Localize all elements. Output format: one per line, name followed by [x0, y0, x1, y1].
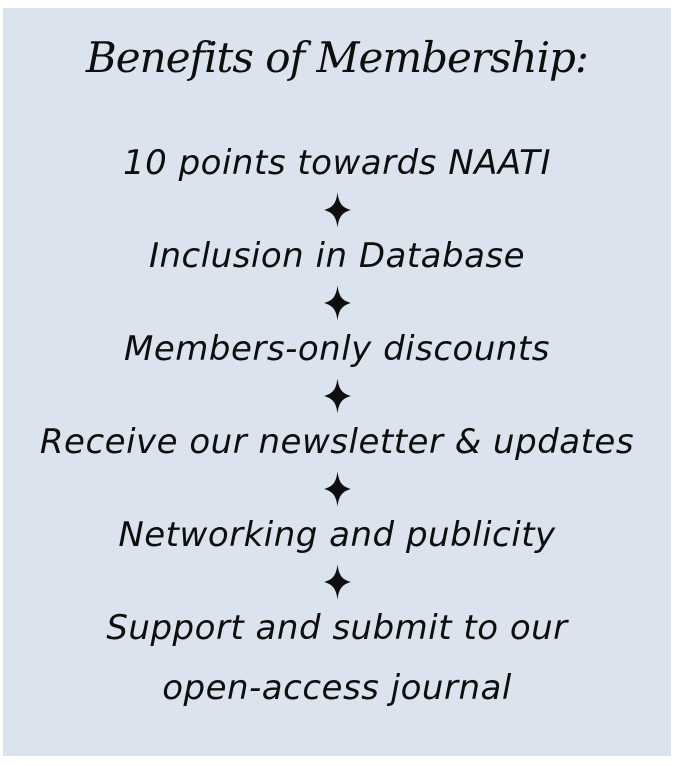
- sparkle-star-icon: [324, 185, 351, 234]
- sparkle-star-icon: [324, 464, 351, 513]
- benefit-item: Support and submit to our: [106, 608, 568, 648]
- benefit-item: Members-only discounts: [124, 329, 550, 369]
- benefit-item: Receive our newsletter & updates: [39, 422, 635, 462]
- sparkle-star-icon: [324, 557, 351, 606]
- benefit-item: Inclusion in Database: [148, 236, 526, 276]
- benefit-item: Networking and publicity: [118, 515, 556, 555]
- sparkle-star-icon: [324, 371, 351, 420]
- benefit-item: open-access journal: [162, 668, 512, 708]
- sparkle-star-icon: [324, 278, 351, 327]
- membership-benefits-card: [3, 8, 671, 756]
- page-title: Benefits of Membership:: [85, 33, 589, 82]
- benefit-item: 10 points towards NAATI: [123, 143, 551, 183]
